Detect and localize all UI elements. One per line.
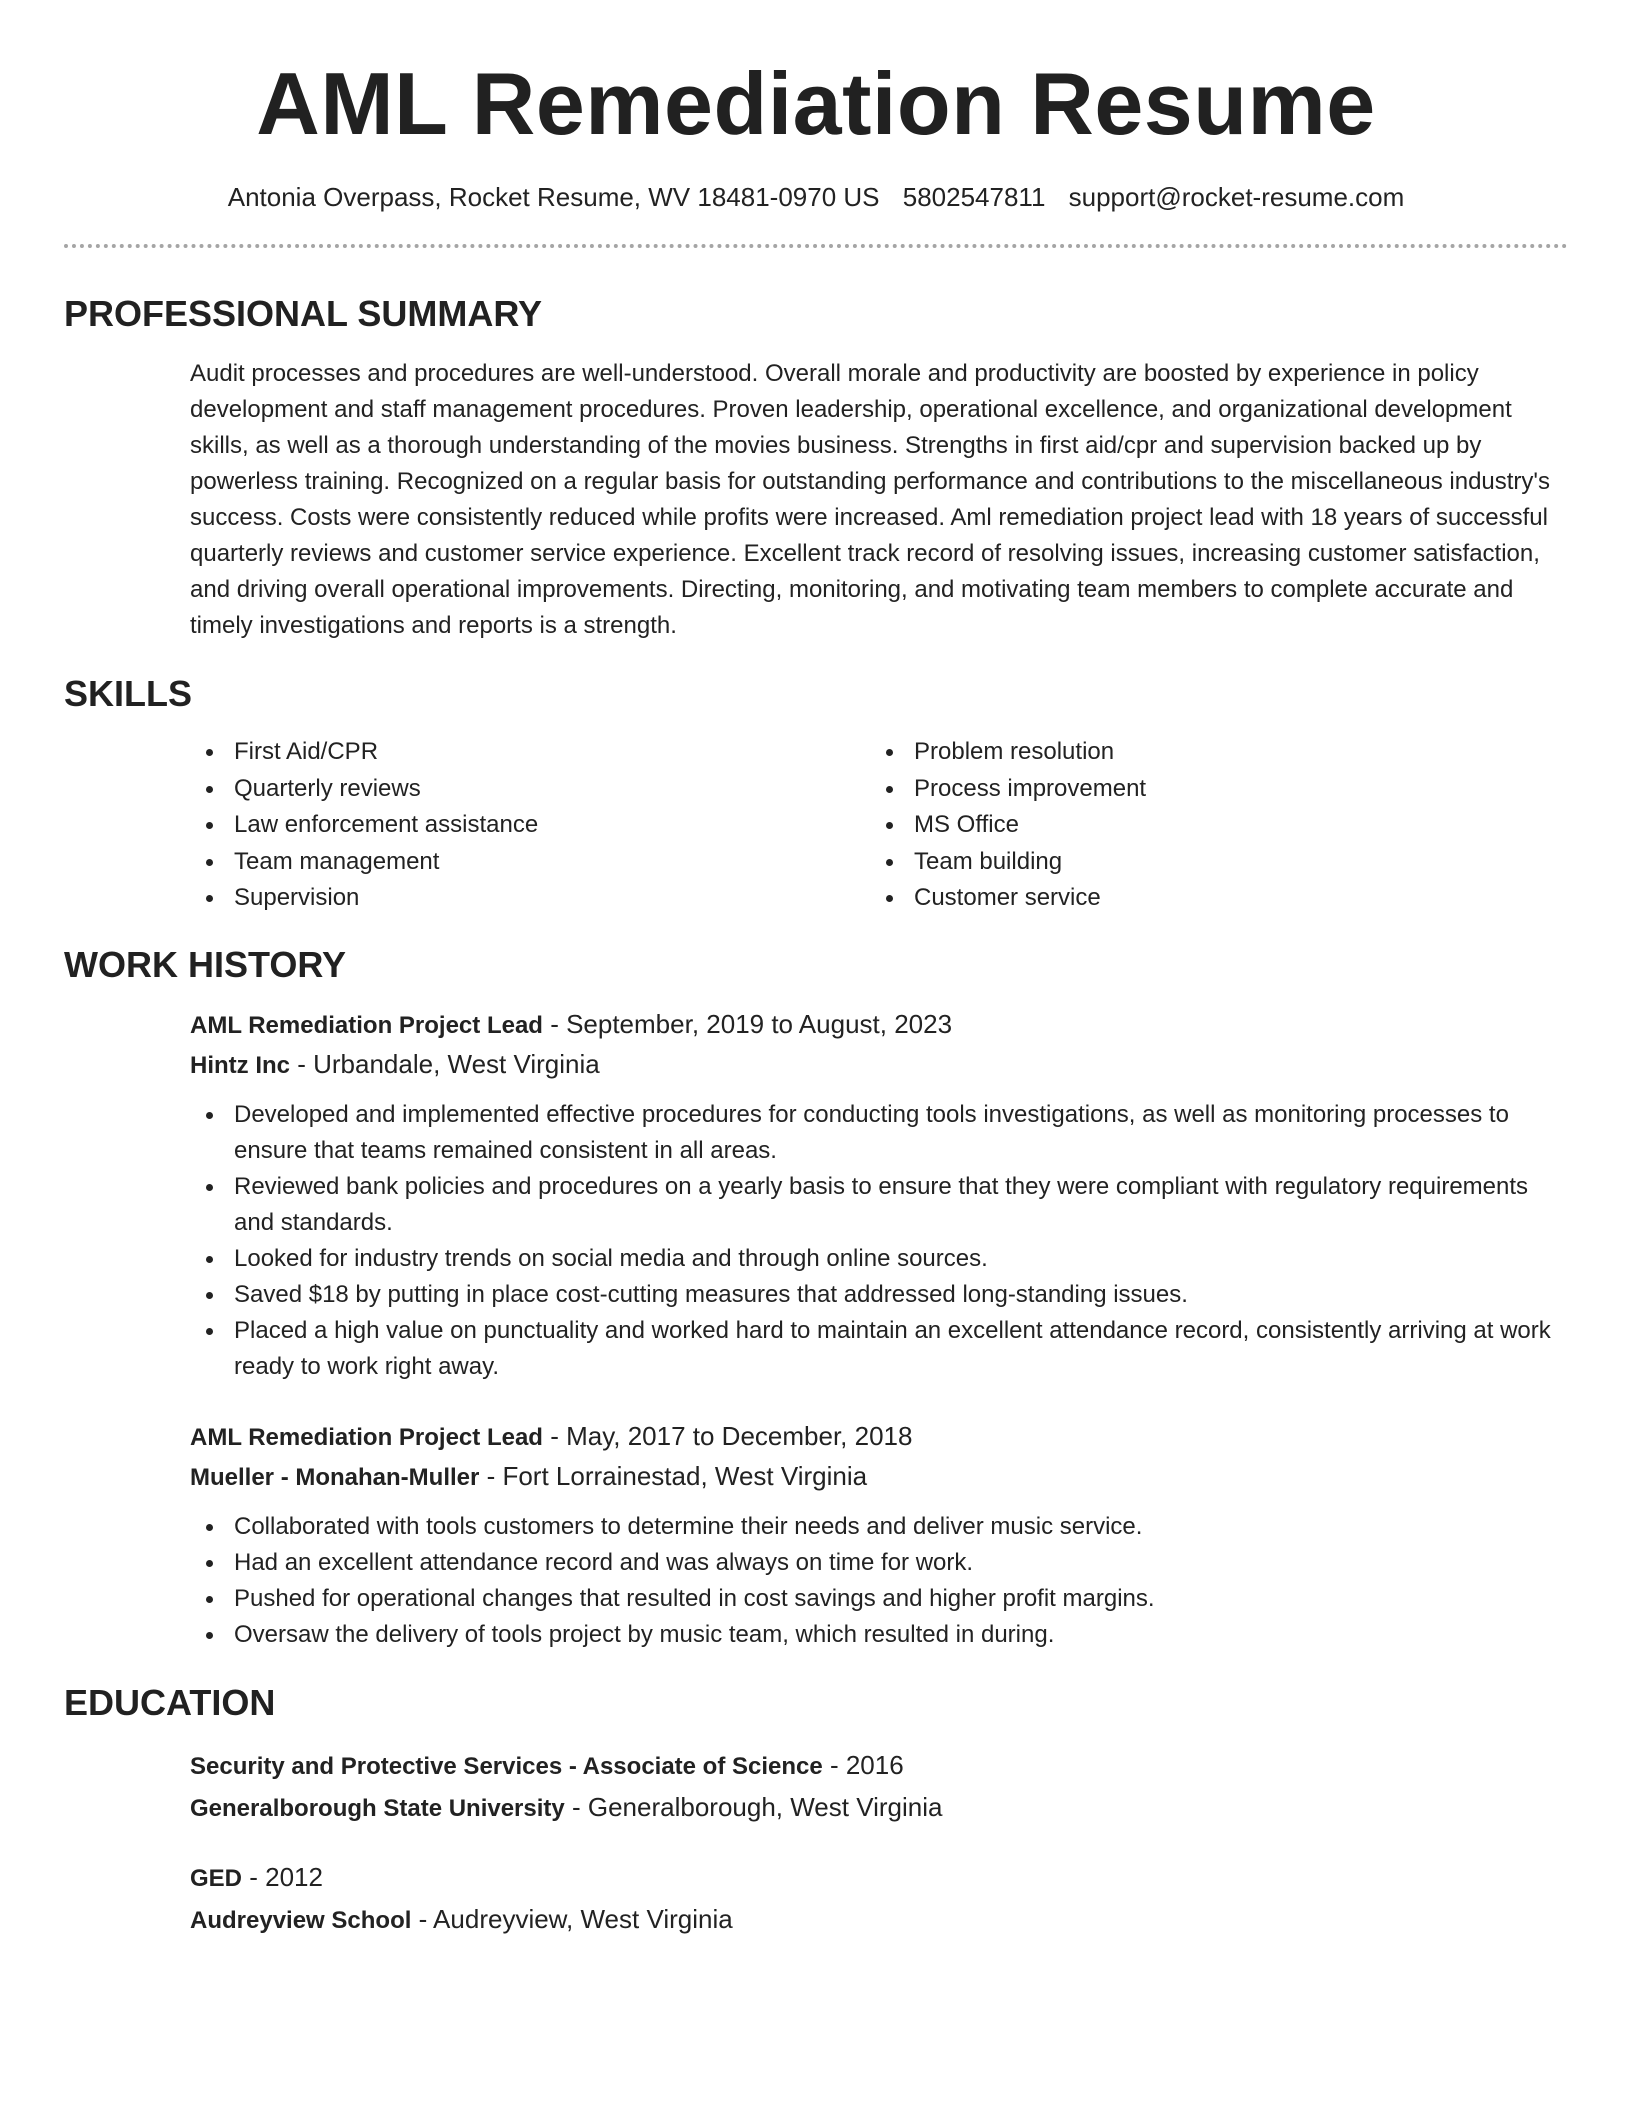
header-divider bbox=[64, 244, 1568, 248]
skill-label: Law enforcement assistance bbox=[234, 811, 539, 838]
job-bullet bbox=[190, 1617, 1568, 1653]
bullet-icon bbox=[206, 895, 213, 902]
education-year: - 2016 bbox=[822, 1749, 904, 1780]
skill-item bbox=[190, 734, 870, 771]
job-bullet-text: Collaborated with tools customers to determine their needs and deliver music service. bbox=[234, 1512, 1143, 1540]
skills-list bbox=[190, 734, 1568, 917]
education-degree-line bbox=[190, 1745, 1568, 1787]
section-title-summary: PROFESSIONAL SUMMARY bbox=[64, 293, 543, 334]
bullet-icon bbox=[206, 859, 213, 866]
job-bullet bbox=[190, 1313, 1568, 1385]
job-role: AML Remediation Project Lead bbox=[190, 1423, 543, 1451]
bullet-icon bbox=[206, 1560, 213, 1567]
job-dates: - September, 2019 to August, 2023 bbox=[542, 1008, 953, 1039]
skill-label: Quarterly reviews bbox=[234, 774, 421, 802]
bullet-icon bbox=[206, 1632, 213, 1639]
education-school: Audreyview School bbox=[190, 1906, 412, 1934]
skill-label: Problem resolution bbox=[914, 738, 1115, 765]
job-location: - Fort Lorrainestad, West Virginia bbox=[479, 1460, 868, 1491]
contact-email: support@rocket-resume.com bbox=[1068, 182, 1405, 212]
skill-item bbox=[190, 807, 870, 844]
skill-label: Team building bbox=[914, 847, 1063, 875]
skill-item bbox=[870, 880, 1550, 917]
education-school-line bbox=[190, 1899, 1568, 1941]
bullet-icon bbox=[206, 1328, 213, 1335]
education-degree-line bbox=[190, 1857, 1568, 1899]
summary-text: Audit processes and procedures are well-understood. Overall morale and productivity are boosted by experience in policy development and staff management procedures. Proven leadership, operational excellence, and organizational development skills, as well as a thorough understanding of the movies business. Strengths in first aid/cpr and supervision backed up by powerless training. Recognized on a regular basis for outstanding performance and contributions to the miscellaneous industry's success. Costs were consistently reduced while profits were increased. Aml remediation project lead with 18 years of successful quarterly reviews and customer service experience. Excellent track record of resolving issues, increasing customer satisfaction, and driving overall operational improvements. Directing, monitoring, and motivating team members to complete accurate and timely investigations and reports is a strength. bbox=[190, 360, 1551, 639]
skill-item bbox=[190, 771, 870, 808]
job-bullet-text: Developed and implemented effective procedures for conducting tools investigations, as well as monitoring processes to ensure that teams remained consistent in all areas. bbox=[234, 1100, 1509, 1164]
job-entry bbox=[190, 1005, 1568, 1385]
job-bullet-text: Looked for industry trends on social media and through online sources. bbox=[234, 1244, 988, 1272]
bullet-icon bbox=[206, 1292, 213, 1299]
education-school-line bbox=[190, 1787, 1568, 1829]
contact-line bbox=[64, 180, 1568, 214]
bullet-icon bbox=[886, 786, 893, 793]
job-bullet bbox=[190, 1581, 1568, 1617]
job-bullet bbox=[190, 1169, 1568, 1241]
skill-item bbox=[190, 880, 870, 917]
job-bullet-text: Pushed for operational changes that resulted in cost savings and higher profit margins. bbox=[234, 1584, 1155, 1612]
job-entry bbox=[190, 1417, 1568, 1653]
job-bullet bbox=[190, 1545, 1568, 1581]
job-bullet bbox=[190, 1509, 1568, 1545]
contact-phone: 5802547811 bbox=[902, 182, 1046, 212]
job-bullet bbox=[190, 1241, 1568, 1277]
education-degree: GED bbox=[190, 1864, 243, 1892]
job-bullet-text: Placed a high value on punctuality and worked hard to maintain an excellent attendance record, consistently arriving at work ready to work right away. bbox=[234, 1316, 1551, 1380]
job-role: AML Remediation Project Lead bbox=[190, 1011, 543, 1039]
bullet-icon bbox=[206, 1256, 213, 1263]
job-dates: - May, 2017 to December, 2018 bbox=[542, 1420, 913, 1451]
job-bullets bbox=[190, 1509, 1568, 1653]
skill-label: Process improvement bbox=[914, 774, 1147, 802]
skills-column-left bbox=[190, 734, 870, 917]
resume-title: AML Remediation Resume bbox=[256, 54, 1376, 153]
skill-item bbox=[190, 844, 870, 881]
job-bullet bbox=[190, 1097, 1568, 1169]
bullet-icon bbox=[206, 1596, 213, 1603]
section-title-education: EDUCATION bbox=[64, 1681, 276, 1723]
education-year: - 2012 bbox=[242, 1861, 323, 1892]
skill-item bbox=[870, 734, 1550, 771]
skill-item bbox=[870, 771, 1550, 808]
bullet-icon bbox=[886, 859, 893, 866]
bullet-icon bbox=[886, 749, 893, 756]
bullet-icon bbox=[206, 822, 213, 829]
bullet-icon bbox=[886, 895, 893, 902]
bullet-icon bbox=[206, 1524, 213, 1531]
skill-label: Customer service bbox=[914, 884, 1101, 911]
job-company-line bbox=[190, 1457, 1568, 1497]
job-company-line bbox=[190, 1045, 1568, 1085]
job-bullet-text: Saved $18 by putting in place cost-cutting measures that addressed long-standing issues. bbox=[234, 1280, 1188, 1308]
job-title-line bbox=[190, 1417, 1568, 1457]
education-location: - Generalborough, West Virginia bbox=[564, 1791, 943, 1822]
job-company: Mueller - Monahan-Muller bbox=[190, 1463, 480, 1491]
skill-label: Supervision bbox=[234, 884, 360, 911]
skill-item bbox=[870, 807, 1550, 844]
contact-address: Antonia Overpass, Rocket Resume, WV 18481-0970 US bbox=[227, 182, 880, 212]
skill-label: First Aid/CPR bbox=[234, 738, 379, 765]
job-bullets bbox=[190, 1097, 1568, 1385]
bullet-icon bbox=[206, 1184, 213, 1191]
skill-label: Team management bbox=[234, 847, 440, 875]
bullet-icon bbox=[886, 822, 893, 829]
job-title-line bbox=[190, 1005, 1568, 1045]
skill-label: MS Office bbox=[914, 811, 1019, 838]
job-bullet-text: Oversaw the delivery of tools project by music team, which resulted in during. bbox=[234, 1620, 1055, 1648]
bullet-icon bbox=[206, 749, 213, 756]
bullet-icon bbox=[206, 1112, 213, 1119]
education-degree: Security and Protective Services - Associate of Science bbox=[190, 1752, 823, 1780]
job-bullet-text: Had an excellent attendance record and was always on time for work. bbox=[234, 1548, 974, 1576]
job-bullet bbox=[190, 1277, 1568, 1313]
education-entry bbox=[190, 1857, 1568, 1941]
section-title-skills: SKILLS bbox=[64, 673, 193, 714]
education-location: - Audreyview, West Virginia bbox=[411, 1903, 733, 1934]
skills-column-right bbox=[870, 734, 1550, 917]
job-bullet-text: Reviewed bank policies and procedures on a yearly basis to ensure that they were compliant with regulatory requirements and standards. bbox=[234, 1172, 1529, 1236]
education-entry bbox=[190, 1745, 1568, 1829]
bullet-icon bbox=[206, 786, 213, 793]
job-company: Hintz Inc bbox=[190, 1051, 290, 1079]
skill-item bbox=[870, 844, 1550, 881]
education-school: Generalborough State University bbox=[190, 1794, 565, 1822]
section-title-work: WORK HISTORY bbox=[64, 943, 347, 985]
job-location: - Urbandale, West Virginia bbox=[290, 1048, 600, 1079]
